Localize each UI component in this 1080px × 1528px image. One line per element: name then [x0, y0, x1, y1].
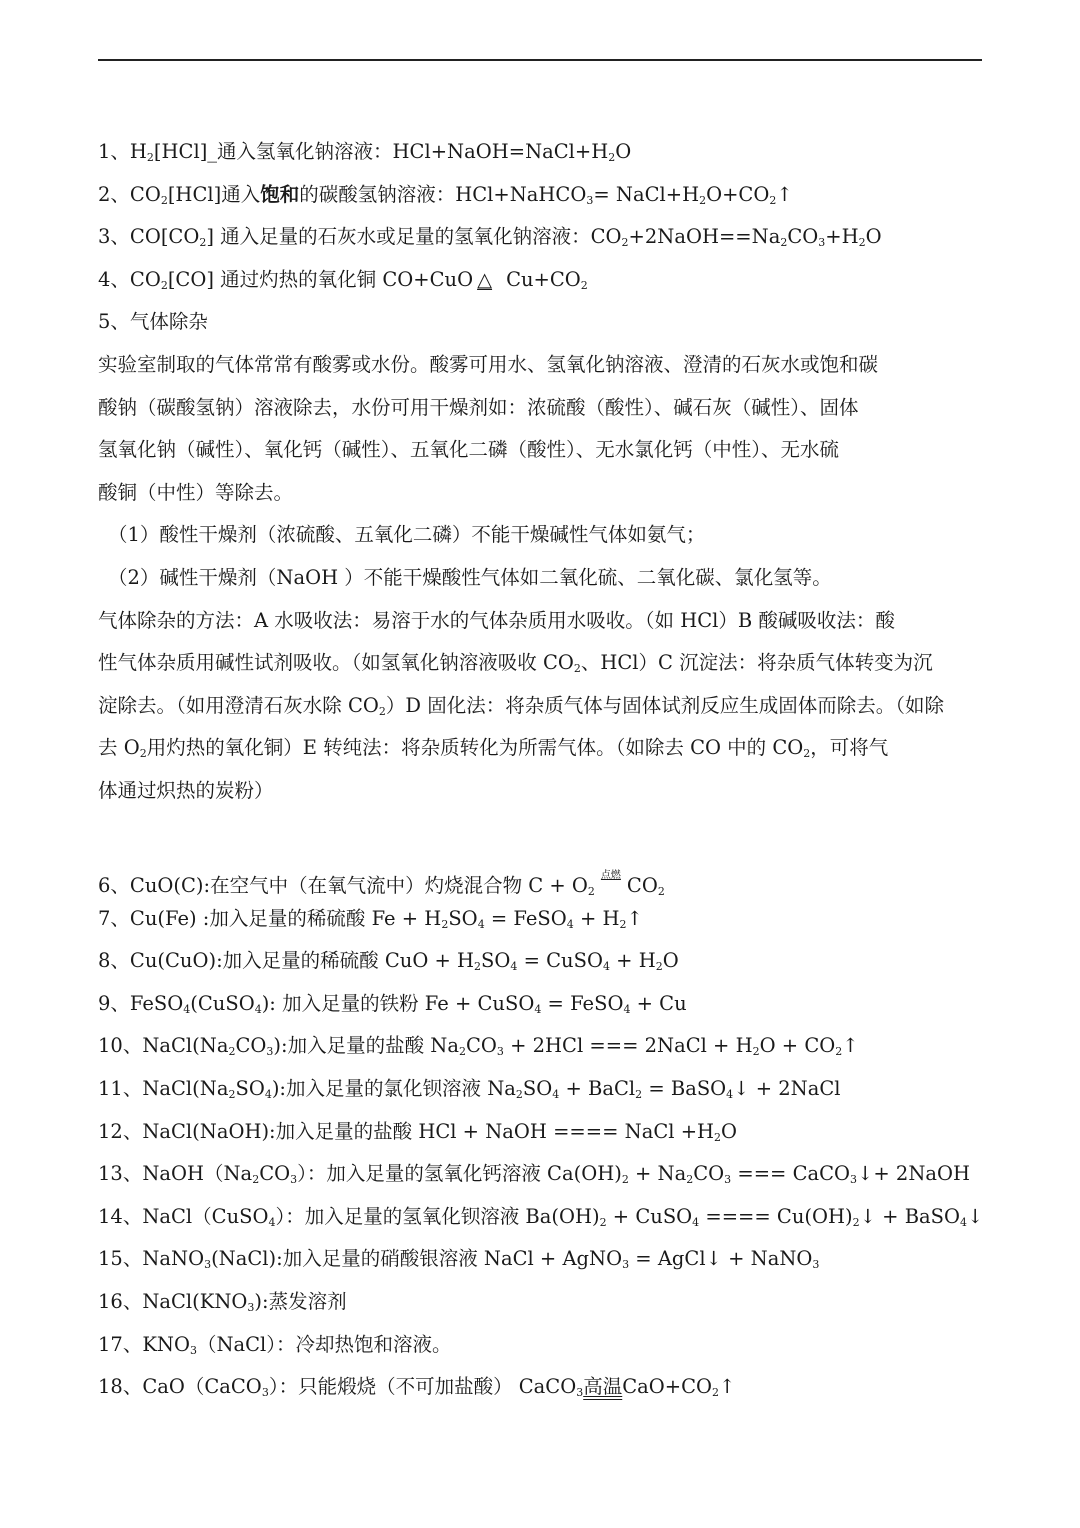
text-line-15: 15、NaNO$_3$(NaCl):加入足量的硝酸银溶液 NaCl + AgNO$_3$ = AgCl↓ + NaNO$_3$	[98, 1247, 820, 1272]
text-line-basic-desiccant: （2）碱性干燥剂（NaOH ）不能干燥酸性气体如二氧化硫、二氧化碳、氯化氢等。	[108, 565, 832, 589]
paragraph-line: 淀除去。（如用澄清石灰水除 $CO_2)D$ 固化法：将杂质气体与固体试剂反应生成固体而除去。（如除	[98, 693, 944, 718]
text-line-6: 6、CuO(C):在空气中（在氧气流中）灼烧混合物 $C + O_2$点燃 $CO_2$	[98, 870, 665, 899]
paragraph-line	[98, 813, 982, 856]
text-line-4: 4、$CO_2[CO]$ 通过灼热的氧化铜 CO+CuO △ $Cu+CO_2$	[98, 267, 588, 292]
text-line-13: 13、$NaOH(Na_2CO_3)$：加入足量的氢氧化钙溶液 $Ca(OH)_2 + Na_2CO_3$ === CaCO$_3$↓+ 2NaOH	[98, 1162, 971, 1187]
text-line-18: 18、CaO（CaCO$_3$）：只能煅烧（不可加盐酸） CaCO$_3$高温$CaO+CO_2↑$	[98, 1375, 736, 1400]
text-line-2: 2、$CO_2[HCl]$通入饱和的碳酸氢钠溶液：HCl+NaHCO$_3$= $NaCl+H_2O+CO_2↑$	[98, 182, 793, 207]
text-line-14: 14、NaCl（CuSO$_4$）：加入足量的氢氧化钡溶液 $Ba(OH)_2$ + CuSO$_4$ ==== $Cu(OH)_2↓$ + BaSO$_4$↓	[98, 1204, 984, 1229]
header-rule	[98, 59, 982, 61]
paragraph-line: 去 $O_2$用灼热的氧化铜）E 转纯法：将杂质转化为所需气体。（如除去 CO 中的 $CO_2$，可将气	[98, 736, 889, 761]
paragraph-line: 酸铜（中性）等除去。	[98, 480, 294, 504]
text-line-7: 7、Cu(Fe) :加入足量的稀硫酸 $Fe + H_2SO_4$ = FeSO$_4$ + $H_2↑$	[98, 906, 643, 931]
paragraph-line: 气体除杂的方法：A 水吸收法：易溶于水的气体杂质用水吸收。（如 HCl）B 酸碱吸收法：酸	[98, 608, 895, 632]
paragraph-line: 实验室制取的气体常常有酸雾或水份。酸雾可用水、氢氧化钠溶液、澄清的石灰水或饱和碳	[98, 352, 879, 376]
text-line-3: 3、$CO[CO_2]$ 通入足量的石灰水或足量的氢氧化钠溶液：$CO_2+2NaOH==Na_2CO_3+H_2O$	[98, 225, 882, 250]
text-line-11: 11、$NaCl(Na_2SO_4)$:加入足量的氯化钡溶液 $Na_2SO_4$ + BaCl$_2$ = BaSO$_4$↓ + 2NaCl	[98, 1077, 841, 1102]
text-line-17: 17、$KNO_3(NaCl)$：冷却热饱和溶液。	[98, 1332, 452, 1357]
text-line-1: 1、$H_2[HCl]\_$通入氢氧化钠溶液：$HCl+NaOH=NaCl+H_2O$	[98, 140, 632, 164]
text-line-9: 9、FeSO$_4$(CuSO$_4$): 加入足量的铁粉 Fe + CuSO$_4$ = FeSO$_4$ + Cu	[98, 991, 687, 1016]
text-line-10: 10、$NaCl(Na_2CO_3)$:加入足量的盐酸 $Na_2CO_3 + 2HCl$ === 2NaCl + $H_2O$ + $CO_2↑$	[98, 1034, 859, 1059]
text-line-12: 12、NaCl(NaOH):加入足量的盐酸 HCl + NaOH ==== NaCl $+H_2O$	[98, 1119, 738, 1144]
document-body	[98, 131, 982, 1409]
paragraph-purification-methods	[98, 600, 982, 856]
paragraph-line: 体通过炽热的炭粉）	[98, 778, 274, 802]
text-line-8: 8、Cu(CuO):加入足量的稀硫酸 CuO + $H_2SO_4$ = CuSO$_4$ + $H_2O$	[98, 949, 679, 974]
paragraph-line: 性气体杂质用碱性试剂吸收。（如氢氧化钠溶液吸收 $CO_2$、HCl）C 沉淀法：将杂质气体转变为沉	[98, 651, 933, 676]
text-line-16: 16、$NaCl(KNO_3)$:蒸发溶剂	[98, 1290, 347, 1315]
section-heading-gas-purification: 5、气体除杂	[98, 310, 208, 334]
text-line-acid-desiccant: （1）酸性干燥剂（浓硫酸、五氧化二磷）不能干燥碱性气体如氨气；	[108, 523, 706, 547]
paragraph-acid-mist	[98, 344, 982, 514]
paragraph-line: 酸钠（碳酸氢钠）溶液除去，水份可用干燥剂如：浓硫酸（酸性）、碱石灰（碱性）、固体	[98, 395, 859, 419]
paragraph-line: 氢氧化钠（碱性）、氧化钙（碱性）、五氧化二磷（酸性）、无水氯化钙（中性）、无水硫	[98, 438, 840, 462]
